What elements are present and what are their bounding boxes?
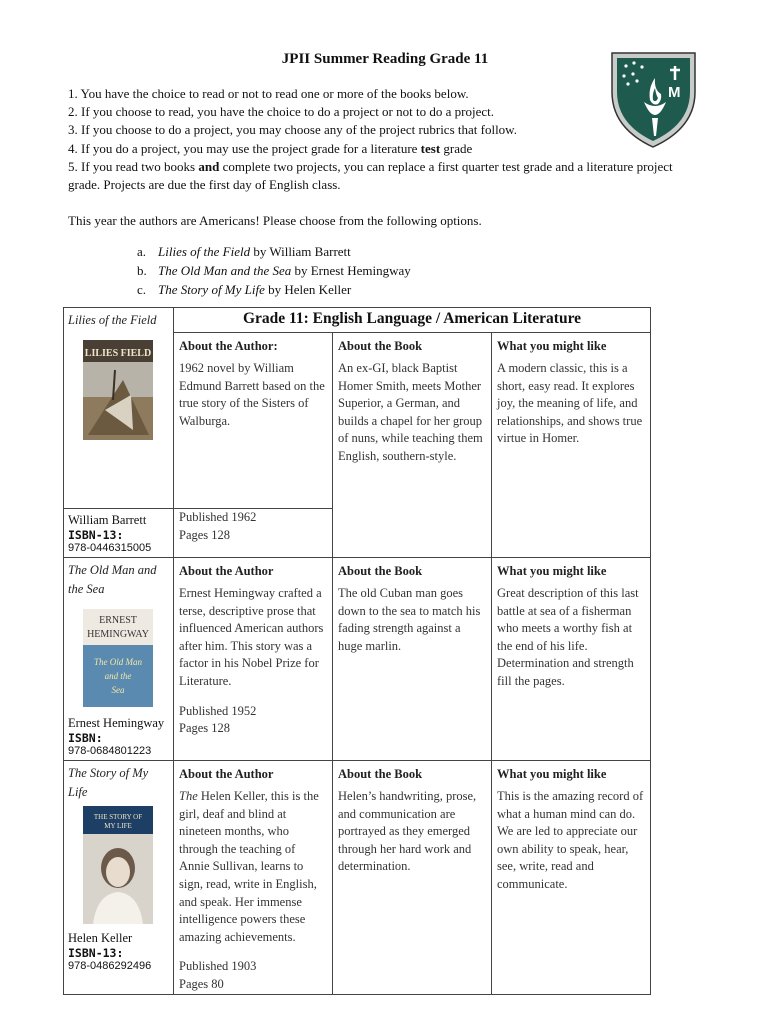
- option-author: by Helen Keller: [264, 282, 352, 297]
- column-heading: About the Author:: [179, 339, 278, 353]
- isbn-number: 978-0684801223: [68, 745, 152, 757]
- emphasis-word: and: [195, 158, 223, 174]
- book-cell: [64, 308, 174, 509]
- option-item: [137, 280, 411, 299]
- book-text: The old Cuban man goes down to the sea to match his fading strength against a huge marlin.: [338, 586, 481, 653]
- option-author: by Ernest Hemingway: [291, 263, 411, 278]
- book-text: Helen’s handwriting, prose, and communication are portrayed as they emerged through her hard work and determination.: [338, 789, 477, 874]
- isbn-label: ISBN:: [68, 731, 103, 745]
- cover-title: MY LIFE: [104, 822, 132, 830]
- book-about-cell: [333, 333, 492, 558]
- page-count: Pages 128: [179, 721, 231, 736]
- might-like-cell: [492, 761, 651, 995]
- column-heading: About the Author: [179, 767, 274, 781]
- book-meta-cell: [64, 509, 174, 558]
- cover-author: ERNEST: [99, 615, 137, 626]
- book-options-list: [137, 242, 411, 299]
- page-count: Pages 128: [179, 527, 231, 542]
- rule-item: 1. You have the choice to read or not to read one or more of the books below.: [68, 86, 469, 101]
- published-year: Published 1903: [179, 959, 257, 974]
- author-text: [179, 788, 327, 946]
- author-text-body: Helen Keller, this is the girl, deaf and blind at nineteen months, who through the teaching of Annie Sullivan, learns to sign, read, write in English, and speak. Her immense intelligence powers these amazing achievements.: [179, 789, 319, 944]
- column-heading: About the Book: [338, 339, 423, 353]
- book-author: Helen Keller: [68, 931, 133, 945]
- book-about-cell: [333, 558, 492, 761]
- might-like-cell: [492, 558, 651, 761]
- book-cell: [64, 761, 174, 995]
- cover-title: Sea: [111, 685, 125, 695]
- column-heading: About the Author: [179, 564, 274, 578]
- might-like-text: Great description of this last battle at sea of a fisherman who meets a worthy fish at the end of his life. Determination and strength fill the pages.: [497, 586, 639, 688]
- book-cover-lilies: [83, 340, 153, 440]
- option-item: [137, 261, 411, 280]
- isbn-number: 978-0486292496: [68, 960, 152, 972]
- option-letter: a.: [137, 244, 147, 259]
- cover-title: and the: [104, 671, 132, 681]
- book-author: Ernest Hemingway: [68, 716, 165, 730]
- author-cell: [174, 333, 333, 509]
- book-name: The Old Man and the Sea: [68, 563, 157, 596]
- rule-item: 4. If you do a project, you may use the project grade for a literature test grade: [68, 140, 473, 156]
- cover-title: LILIES FIELD: [84, 348, 152, 359]
- intro-text: This year the authors are Americans! Please choose from the following options.: [68, 213, 482, 228]
- column-heading: What you might like: [497, 339, 607, 353]
- published-year: Published 1962: [179, 510, 257, 524]
- author-cell: [174, 761, 333, 995]
- page-title: JPII Summer Reading Grade 11: [281, 51, 489, 67]
- author-text-emphasis: The: [179, 789, 198, 803]
- rule-item: 5. If you read two books and complete two projects, you can replace a first quarter test grade and a literature project grade. Projects are due the first day of English class.: [68, 158, 673, 193]
- book-name: The Story of My Life: [68, 766, 149, 799]
- instructions-list: [68, 85, 680, 194]
- author-text: Ernest Hemingway crafted a terse, descriptive prose that influenced American authors after him. This story was a factor in his Nobel Prize for Literature.: [179, 586, 324, 688]
- author-cell: [174, 558, 333, 761]
- option-title: The Story of My Life: [158, 282, 265, 297]
- might-like-cell: [492, 333, 651, 558]
- option-author: by William Barrett: [250, 244, 351, 259]
- column-heading: About the Book: [338, 564, 423, 578]
- book-text: An ex-GI, black Baptist Homer Smith, meets Mother Superior, a German, and builds a chapel for her group of nuns, while teaching them English, southern-style.: [338, 361, 483, 463]
- svg-text:M: M: [668, 84, 681, 101]
- column-heading: About the Book: [338, 767, 423, 781]
- column-heading: What you might like: [497, 767, 607, 781]
- emphasis-word: test: [420, 140, 441, 156]
- might-like-text: This is the amazing record of what a human mind can do. We are led to appreciate our own ability to speak, hear, see, write, read and communicate.: [497, 789, 644, 891]
- might-like-text: A modern classic, this is a short, easy read. It explores joy, the meaning of life, and relationships, and shows true virtue in Homer.: [497, 361, 643, 446]
- book-cover-story-of-my-life: [83, 806, 153, 924]
- published-year: Published 1952: [179, 703, 257, 718]
- option-title: Lilies of the Field: [158, 244, 251, 259]
- book-author: William Barrett: [68, 513, 147, 527]
- isbn-number: 978-0446315005: [68, 542, 152, 554]
- table-title: Grade 11: English Language / American Literature: [174, 308, 651, 333]
- rule-item: 2. If you choose to read, you have the choice to do a project or not to do a project.: [68, 104, 494, 120]
- page-count: Pages 80: [179, 976, 224, 991]
- isbn-label: ISBN-13:: [68, 528, 124, 542]
- publication-cell: [174, 509, 333, 558]
- book-cell: [64, 558, 174, 761]
- column-heading: What you might like: [497, 564, 607, 578]
- cover-title: THE STORY OF: [93, 813, 143, 821]
- option-letter: b.: [137, 263, 147, 278]
- book-about-cell: [333, 761, 492, 995]
- cover-title: The Old Man: [94, 657, 142, 667]
- cover-author: HEMINGWAY: [87, 629, 149, 640]
- isbn-label: ISBN-13:: [68, 946, 124, 960]
- book-name: Lilies of the Field: [68, 313, 157, 327]
- author-text: 1962 novel by William Edmund Barrett based on the true story of the Sisters of Walburga.: [179, 361, 325, 428]
- option-title: The Old Man and the Sea: [158, 263, 292, 278]
- book-cover-old-man: [83, 609, 153, 707]
- reading-list-table: [63, 307, 651, 995]
- option-item: [137, 242, 411, 261]
- rule-item: 3. If you choose to do a project, you may choose any of the project rubrics that follow.: [68, 122, 517, 138]
- option-letter: c.: [137, 282, 147, 297]
